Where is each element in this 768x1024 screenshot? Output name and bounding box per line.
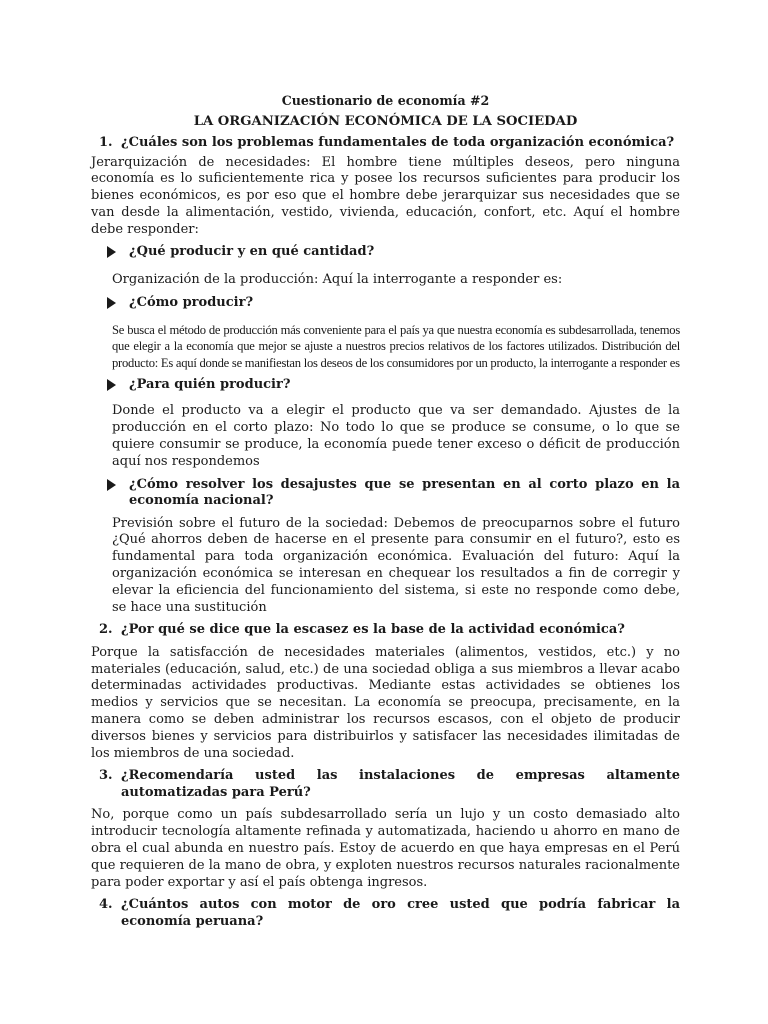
question-text: ¿Por qué se dice que la escasez es la base de la actividad económica? xyxy=(121,622,625,638)
question-text: ¿Cuáles son los problemas fundamentales de toda organización económica? xyxy=(121,135,675,150)
document-title: Cuestionario de economía #2 xyxy=(281,93,490,108)
answer-1: Jerarquización de necesidades: El hombre tiene múltiples deseos, pero ninguna economía es lo suficientemente rica y posee los recursos suficientes para producir los bienes económicos, es por eso que el hombre debe jerarquizar sus necesidades que se van desde la alimentación, vestido, vivienda, educación, confort, etc. Aquí el hombre debe responder: xyxy=(91,154,680,237)
question-number: 4. xyxy=(99,897,113,913)
document-subtitle: LA ORGANIZACIÓN ECONÓMICA DE LA SOCIEDAD xyxy=(193,114,578,129)
sub-question-4 xyxy=(107,477,680,510)
arrow-bullet-icon xyxy=(107,246,116,258)
sub-question-text: ¿Cómo producir? xyxy=(129,294,254,310)
question-4 xyxy=(91,897,680,930)
answer-3: No, porque como un país subdesarrollado sería un lujo y un costo demasiado alto introducir tecnología altamente refinada y automatizada, haciendo u ahorro en mano de obra el cual abunda en nuestro país. Estoy de acuerdo en que haya empresas en el Perú que requieren de la mano de obra, y exploten nuestros recursos naturales racionalmente para poder exportar y así el país obtenga ingresos. xyxy=(91,807,680,890)
sub-question-2 xyxy=(107,295,680,315)
sub-question-3 xyxy=(107,377,680,397)
question-text: ¿Cuántos autos con motor de oro cree usted que podría fabricar la economía peruana? xyxy=(121,897,680,929)
question-text: ¿Recomendaría usted las instalaciones de empresas altamente automatizadas para Perú? xyxy=(121,768,680,800)
sub-answer-2: Se busca el método de producción más conveniente para el país ya que nuestra economía es subdesarrollada, tenemos que elegir a la economía que mejor se ajuste a nuestros precios relativos de los factores utilizados. Distribución del producto: Es aquí donde se manifiestan los deseos de los consumidores por un producto, la interrogante a responder es xyxy=(112,323,680,370)
sub-question-1 xyxy=(107,244,680,264)
question-number: 1. xyxy=(99,135,113,150)
question-3 xyxy=(91,768,680,801)
question-number: 3. xyxy=(99,768,113,784)
sub-question-text: ¿Para quién producir? xyxy=(129,376,291,392)
sub-question-text: ¿Cómo resolver los desajustes que se presentan en al corto plazo en la economía nacional? xyxy=(129,476,680,509)
arrow-bullet-icon xyxy=(107,379,116,391)
arrow-bullet-icon xyxy=(107,479,116,491)
sub-answer-4: Previsión sobre el futuro de la sociedad: Debemos de preocuparnos sobre el futuro ¿Qué ahorros deben de hacerse en el presente para consumir en el futuro?, esto es fundamental para toda organización económica. Evaluación del futuro: Aquí la organización económica se interesan en chequear los resultados a fin de corregir y elevar la eficiencia del funcionamiento del sistema, si este no responde como debe, se hace una sustitución xyxy=(112,515,680,615)
sub-answer-1: Organización de la producción: Aquí la interrogante a responder es: xyxy=(112,271,563,287)
sub-question-text: ¿Qué producir y en qué cantidad? xyxy=(129,244,375,260)
arrow-bullet-icon xyxy=(107,297,116,309)
question-2 xyxy=(91,622,680,639)
sub-answer-3: Donde el producto va a elegir el producto que va ser demandado. Ajustes de la producción en el corto plazo: No todo lo que se produce se consume, o lo que se quiere consumir se produce, la economía puede tener exceso o déficit de producción aquí nos respondemos xyxy=(112,403,680,469)
answer-2: Porque la satisfacción de necesidades materiales (alimentos, vestidos, etc.) y no materiales (educación, salud, etc.) de una sociedad obliga a sus miembros a llevar acabo determinadas actividades productivas. Mediante estas actividades se obtienes los medios y servicios que se necesitan. La economía se preocupa, precisamente, en la manera como se deben administrar los recursos escasos, con el objeto de producir diversos bienes y servicios para distribuirlos y satisfacer las necesidades ilimitadas de los miembros de una sociedad. xyxy=(91,644,680,761)
question-number: 2. xyxy=(99,622,113,638)
question-1 xyxy=(91,135,680,152)
